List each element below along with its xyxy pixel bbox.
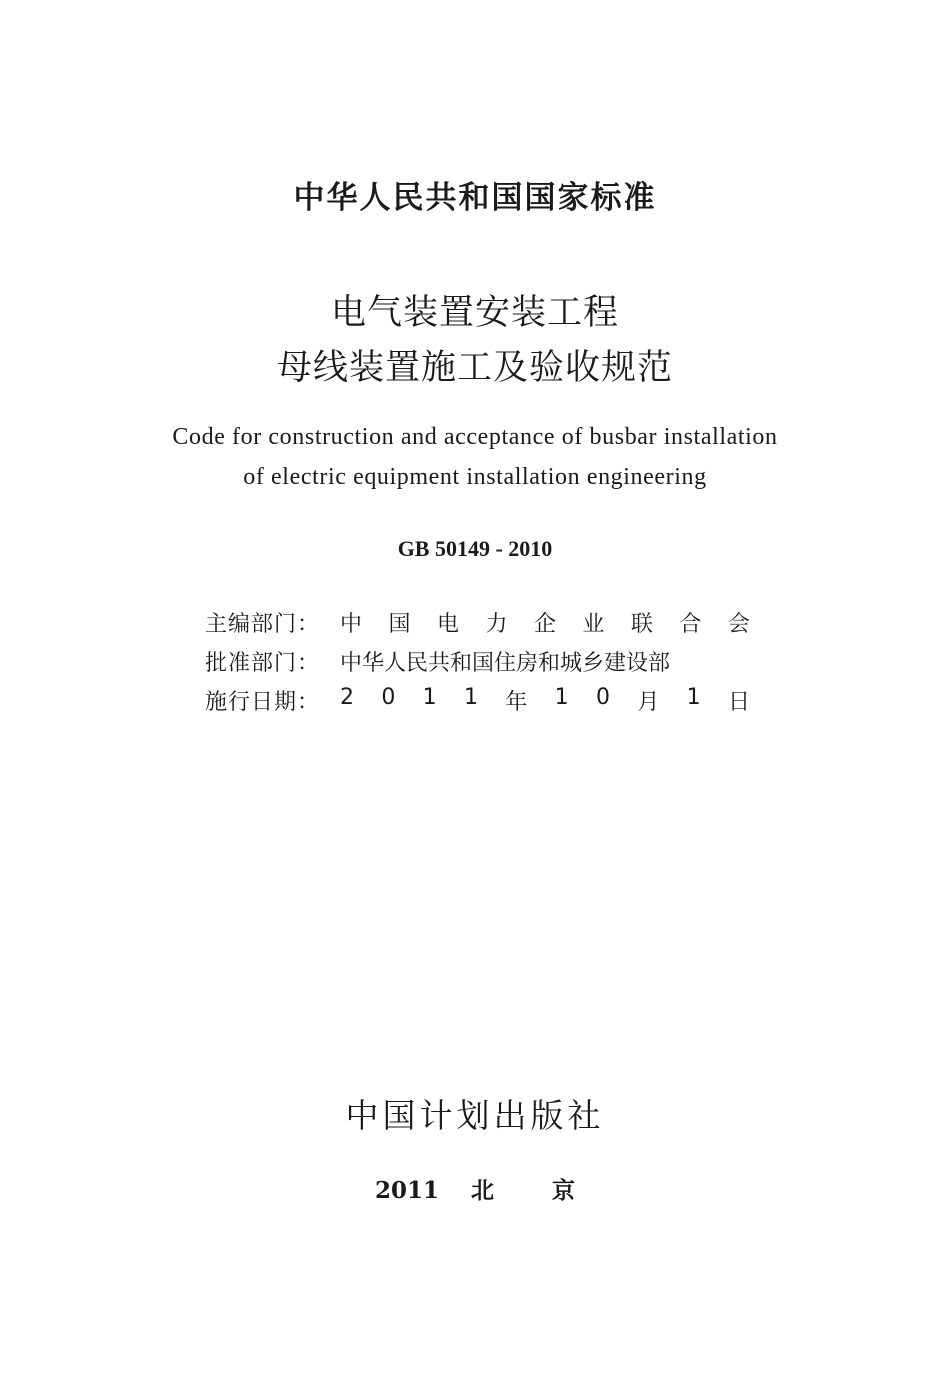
effective-date-char: 0 <box>595 685 610 710</box>
chief-editor-value <box>340 607 750 638</box>
effective-date-label: 施行日期： <box>205 690 321 715</box>
effective-date-char: 月 <box>637 690 660 715</box>
effective-date-char: 2 <box>340 685 354 710</box>
title-en-line2: of electric equipment installation engineering <box>243 464 707 490</box>
chief-editor-row <box>205 603 750 642</box>
chief-editor-char: 企 <box>533 612 556 637</box>
standard-header: 中华人民共和国国家标准 <box>293 180 657 216</box>
effective-date-value <box>340 685 750 716</box>
chief-editor-char: 电 <box>436 612 459 637</box>
chief-editor-char: 力 <box>485 612 508 637</box>
effective-date-char: 年 <box>505 690 528 715</box>
effective-date-row <box>205 681 750 720</box>
publisher-name: 中国计划出版社 <box>345 1096 605 1135</box>
effective-date-char: 1 <box>463 685 478 710</box>
chief-editor-label: 主编部门： <box>205 612 321 637</box>
title-en-line1: Code for construction and acceptance of busbar installation <box>172 424 778 450</box>
chief-editor-char: 合 <box>679 612 702 637</box>
title-cn-line1: 电气装置安装工程 <box>330 293 619 333</box>
approver-label: 批准部门： <box>205 651 321 676</box>
effective-date-char: 日 <box>727 690 750 715</box>
title-cn-line2: 母线装置施工及验收规范 <box>276 348 673 388</box>
standard-code: GB 50149 - 2010 <box>397 536 553 561</box>
publication-year: 2011 <box>374 1177 439 1204</box>
effective-date-char: 1 <box>422 685 437 710</box>
chief-editor-char: 会 <box>727 612 750 637</box>
chief-editor-char: 国 <box>388 612 411 637</box>
effective-date-char: 1 <box>554 685 569 710</box>
info-block <box>205 603 750 720</box>
approver-value: 中华人民共和国住房和城乡建设部 <box>340 651 671 676</box>
chief-editor-char: 联 <box>630 612 653 637</box>
chief-editor-char: 中 <box>340 612 363 637</box>
effective-date-char: 1 <box>686 685 701 710</box>
approver-row <box>205 642 750 681</box>
publication-place <box>0 1172 950 1205</box>
publication-city: 北京 <box>471 1177 633 1204</box>
chief-editor-char: 业 <box>582 612 605 637</box>
effective-date-char: 0 <box>381 685 396 710</box>
